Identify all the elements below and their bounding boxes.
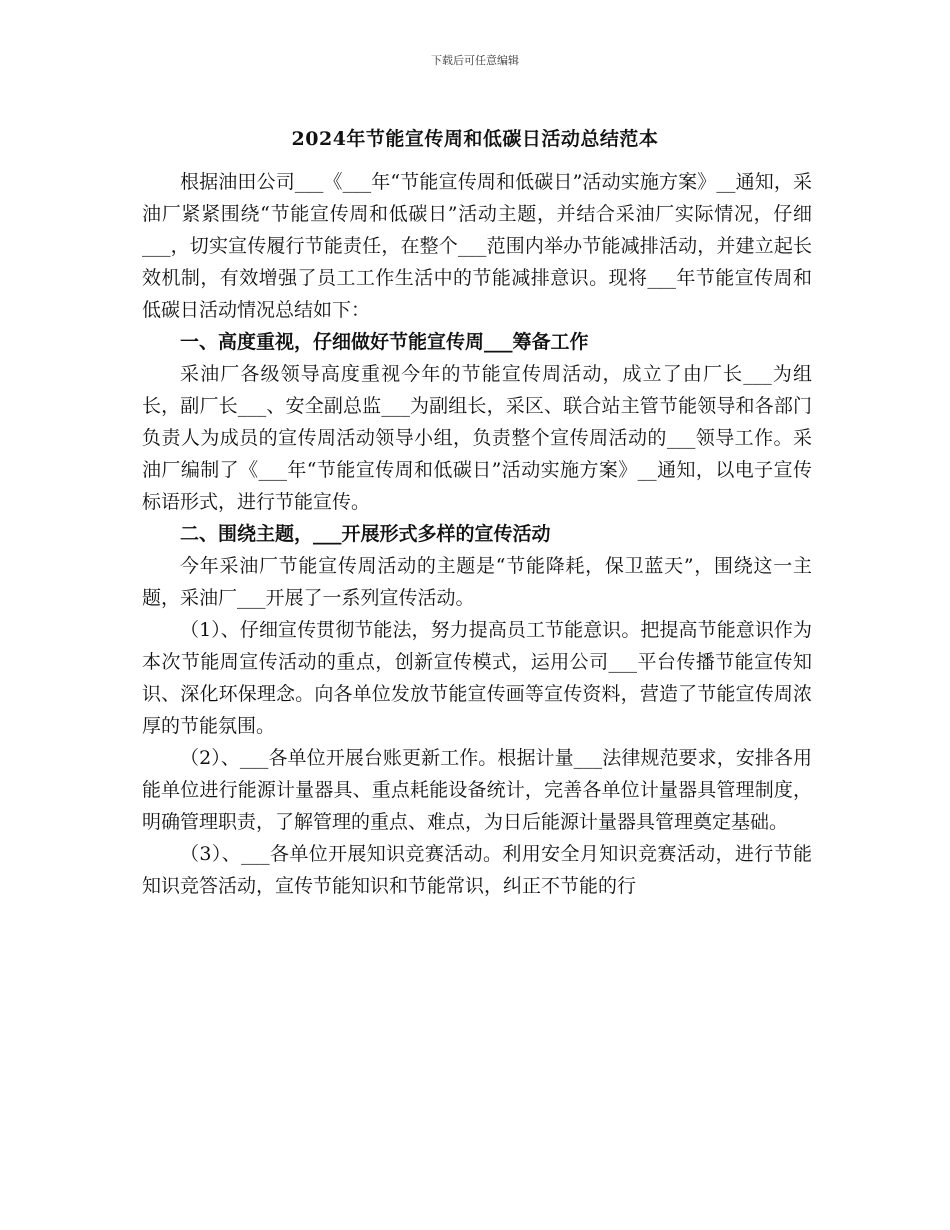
section-heading-2: 二、围绕主题，___开展形式多样的宣传活动 <box>180 523 551 545</box>
section-heading-1: 一、高度重视，仔细做好节能宣传周___筹备工作 <box>180 331 589 353</box>
header-note: 下载后可任意编辑 <box>431 54 519 67</box>
document-body <box>142 166 812 902</box>
list-item-2: （2）、___各单位开展台账更新工作。根据计量___法律规范要求，安排各用能单位进行能源计量器具、重点耗能设备统计，完善各单位计量器具管理制度，明确管理职责，了解管理的重点、难点，为日后能源计量器具管理奠定基础。 <box>142 747 812 833</box>
intro-paragraph: 根据油田公司___《___年“节能宣传周和低碳日”活动实施方案》__通知，采油厂紧紧围绕“节能宣传周和低碳日”活动主题，并结合采油厂实际情况，仔细___，切实宣传履行节能责任，在整个___范围内举办节能减排活动，并建立起长效机制，有效增强了员工工作生活中的节能减排意识。现将___年节能宣传周和低碳日活动情况总结如下： <box>142 171 812 321</box>
document-title: 2024年节能宣传周和低碳日活动总结范本 <box>291 128 659 150</box>
section-2-paragraph: 今年采油厂节能宣传周活动的主题是“节能降耗，保卫蓝天”，围绕这一主题，采油厂___开展了一系列宣传活动。 <box>142 555 812 609</box>
list-item-1: （1）、仔细宣传贯彻节能法，努力提高员工节能意识。把提高节能意识作为本次节能周宣传活动的重点，创新宣传模式，运用公司___平台传播节能宣传知识、深化环保理念。向各单位发放节能宣传画等宣传资料，营造了节能宣传周浓厚的节能氛围。 <box>142 619 812 737</box>
section-1-paragraph: 采油厂各级领导高度重视今年的节能宣传周活动，成立了由厂长___为组长，副厂长___、安全副总监___为副组长，采区、联合站主管节能领导和各部门负责人为成员的宣传周活动领导小组，负责整个宣传周活动的___领导工作。采油厂编制了《___年“节能宣传周和低碳日”活动实施方案》__通知，以电子宣传标语形式，进行节能宣传。 <box>142 363 812 513</box>
list-item-3: （3）、___各单位开展知识竞赛活动。利用安全月知识竞赛活动，进行节能知识竞答活动，宣传节能知识和节能常识，纠正不节能的行 <box>142 843 812 897</box>
